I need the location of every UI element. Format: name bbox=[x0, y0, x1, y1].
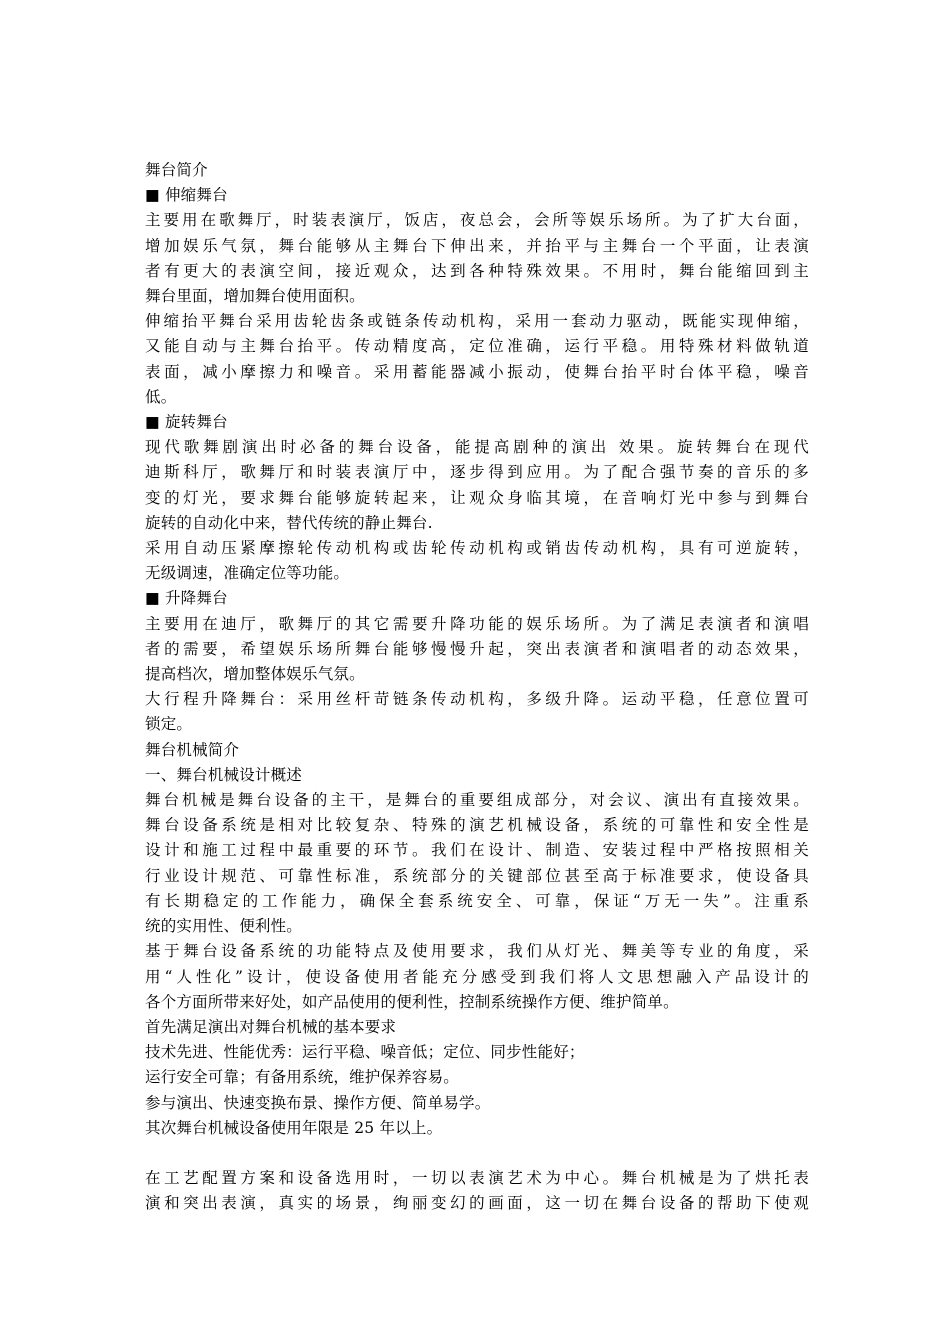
paragraph-line: 舞台里面，增加舞台使用面积。 bbox=[145, 287, 365, 306]
paragraph-line: 主要用在歌舞厅，时装表演厅，饭店，夜总会，会所等娱乐场所。为了扩大台面， bbox=[145, 211, 809, 230]
paragraph-line: 运行安全可靠；有备用系统，维护保养容易。 bbox=[145, 1068, 460, 1087]
doc-title: 舞台简介 bbox=[145, 161, 208, 179]
paragraph-line: 主要用在迪厅，歌舞厅的其它需要升降功能的娱乐场所。为了满足表演者和演唱 bbox=[145, 614, 809, 633]
paragraph-line: 有长期稳定的工作能力，确保全套系统安全、可靠，保证“万无一失”。注重系 bbox=[145, 891, 809, 910]
section-heading-rotating: ■ 旋转舞台 bbox=[145, 413, 228, 432]
paragraph-line: 其次舞台机械设备使用年限是 25 年以上。 bbox=[145, 1118, 443, 1137]
paragraph-line: 者的需要，希望娱乐场所舞台能够慢慢升起，突出表演者和演唱者的动态效果， bbox=[145, 639, 809, 658]
paragraph-line: 舞台设备系统是相对比较复杂、特殊的演艺机械设备，系统的可靠性和安全性是 bbox=[145, 816, 809, 835]
paragraph-line: 基于舞台设备系统的功能特点及使用要求，我们从灯光、舞美等专业的角度，采 bbox=[145, 942, 809, 961]
paragraph-line: 变的灯光，要求舞台能够旋转起来，让观众身临其境，在音响灯光中参与到舞台 bbox=[145, 488, 809, 507]
paragraph-line: 大行程升降舞台：采用丝杆苛链条传动机构，多级升降。运动平稳，任意位置可 bbox=[145, 690, 809, 709]
paragraph-line: 在工艺配置方案和设备选用时，一切以表演艺术为中心。舞台机械是为了烘托表 bbox=[145, 1169, 809, 1188]
paragraph-line: 迪斯科厅，歌舞厅和时装表演厅中，逐步得到应用。为了配合强节奏的音乐的多 bbox=[145, 463, 809, 482]
paragraph-line: 参与演出、快速变换布景、操作方便、简单易学。 bbox=[145, 1093, 491, 1112]
paragraph-line: 无级调速，准确定位等功能。 bbox=[145, 564, 350, 583]
paragraph-line: 设计和施工过程中最重要的环节。我们在设计、制造、安装过程中严格按照相关 bbox=[145, 841, 809, 860]
paragraph-line: 提高档次，增加整体娱乐气氛。 bbox=[145, 665, 365, 684]
paragraph-line: 表面，减小摩擦力和噪音。采用蓄能器减小振动，使舞台抬平时台体平稳，噪音 bbox=[145, 362, 809, 381]
paragraph-line: 演和突出表演，真实的场景，绚丽变幻的画面，这一切在舞台设备的帮助下使观 bbox=[145, 1194, 809, 1213]
paragraph-line: 技术先进、性能优秀：运行平稳、噪音低；定位、同步性能好； bbox=[145, 1043, 585, 1062]
paragraph-line: 各个方面所带来好处，如产品使用的便利性，控制系统操作方便、维护简单。 bbox=[145, 992, 679, 1011]
paragraph-line: 首先满足演出对舞台机械的基本要求 bbox=[145, 1017, 397, 1036]
paragraph-line: 统的实用性、便利性。 bbox=[145, 917, 303, 936]
paragraph-line: 锁定。 bbox=[145, 715, 193, 734]
paragraph-line: 旋转的自动化中来，替代传统的静止舞台. bbox=[145, 513, 433, 532]
document-page bbox=[145, 158, 809, 1217]
paragraph-line: 舞台机械是舞台设备的主干，是舞台的重要组成部分，对会议、演出有直接效果。 bbox=[145, 791, 809, 810]
paragraph-line: 伸缩抬平舞台采用齿轮齿条或链条传动机构，采用一套动力驱动，既能实现伸缩， bbox=[145, 312, 809, 331]
part2-subtitle: 一、舞台机械设计概述 bbox=[145, 765, 303, 784]
section-heading-lifting: ■ 升降舞台 bbox=[145, 589, 228, 608]
section-heading-telescopic: ■ 伸缩舞台 bbox=[145, 186, 228, 205]
paragraph-line: 低。 bbox=[145, 387, 177, 406]
paragraph-line: 增加娱乐气氛，舞台能够从主舞台下伸出来，并抬平与主舞台一个平面，让表演 bbox=[145, 236, 809, 255]
paragraph-line: 又能自动与主舞台抬平。传动精度高，定位准确，运行平稳。用特殊材料做轨道 bbox=[145, 337, 809, 356]
paragraph-line: 者有更大的表演空间，接近观众，达到各种特殊效果。不用时，舞台能缩回到主 bbox=[145, 261, 809, 280]
paragraph-line: 用“人性化”设计，使设备使用者能充分感受到我们将人文思想融入产品设计的 bbox=[145, 967, 809, 986]
part2-title: 舞台机械简介 bbox=[145, 740, 240, 759]
blank-line bbox=[145, 1141, 809, 1166]
paragraph-line: 现代歌舞剧演出时必备的舞台设备，能提高剧种的演出 效果。旋转舞台在现代 bbox=[145, 438, 809, 457]
paragraph-line: 采用自动压紧摩擦轮传动机构或齿轮传动机构或销齿传动机构，具有可逆旋转， bbox=[145, 539, 809, 558]
paragraph-line: 行业设计规范、可靠性标准，系统部分的关键部位甚至高于标准要求，使设备具 bbox=[145, 866, 809, 885]
